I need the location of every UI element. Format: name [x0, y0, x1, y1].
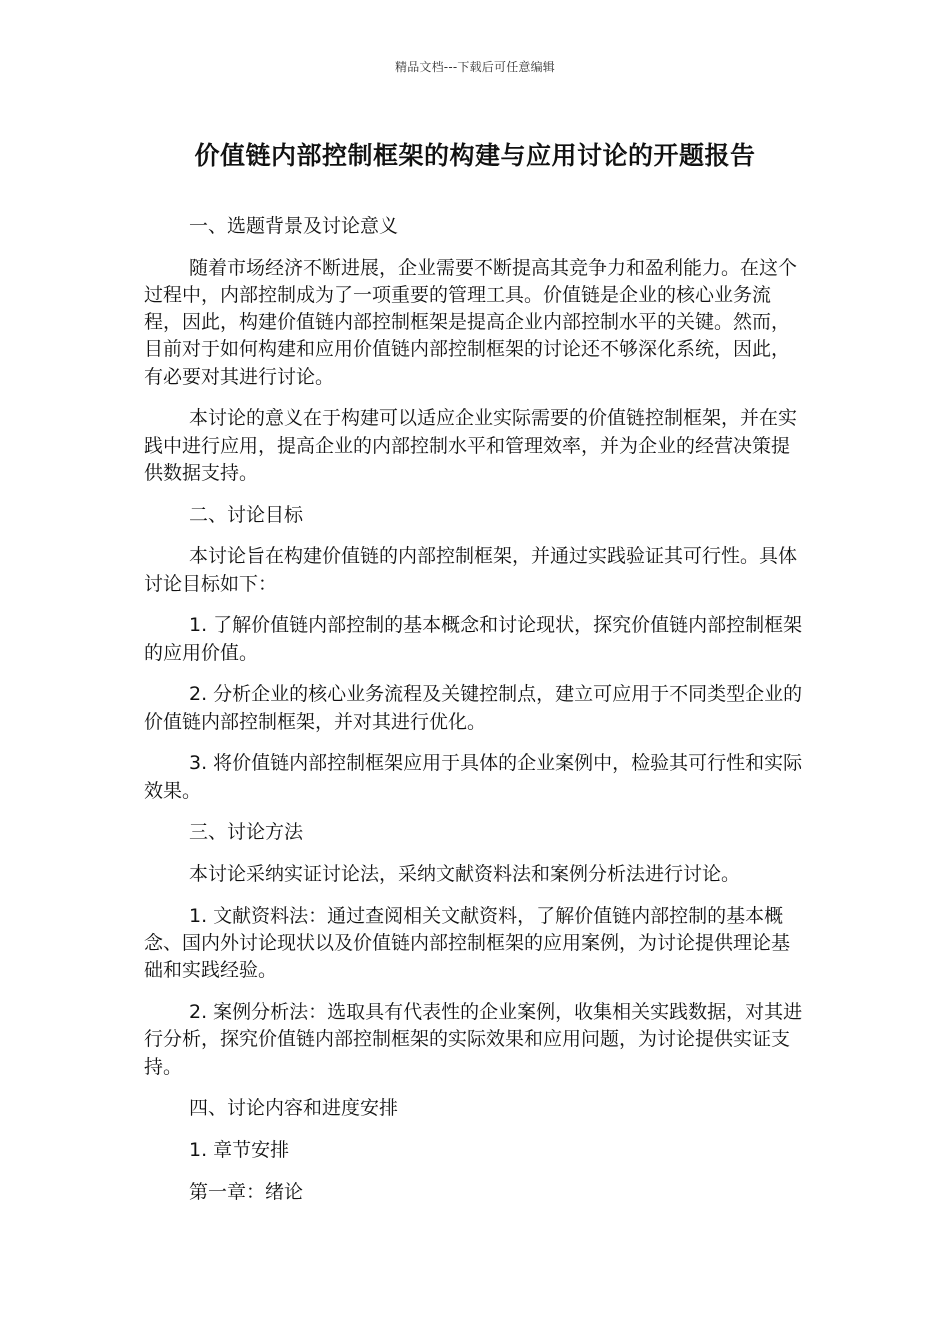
list-item-objective-1: 1. 了解价值链内部控制的基本概念和讨论现状，探究价值链内部控制框架的应用价值。 — [144, 614, 803, 664]
paragraph-significance: 本讨论的意义在于构建可以适应企业实际需要的价值链控制框架，并在实践中进行应用，提高企业的内部控制水平和管理效率，并为企业的经营决策提供数据支持。 — [144, 407, 798, 484]
paragraph-background: 随着市场经济不断进展，企业需要不断提高其竞争力和盈利能力。在这个过程中，内部控制成为了一项重要的管理工具。价值链是企业的核心业务流程，因此，构建价值链内部控制框架是提高企业内部控制水平的关键。然而，目前对于如何构建和应用价值链内部控制框架的讨论还不够深化系统，因此，有必要对其进行讨论。 — [144, 256, 798, 388]
section-heading-methods: 三、讨论方法 — [189, 821, 304, 844]
page-header-note: 精品文档---下载后可任意编辑 — [395, 60, 555, 74]
chapter-item-1: 第一章：绪论 — [189, 1181, 304, 1203]
section-heading-background: 一、选题背景及讨论意义 — [189, 215, 399, 237]
document-body — [144, 213, 806, 1221]
section-heading-objectives: 二、讨论目标 — [189, 503, 304, 526]
list-item-objective-2: 2. 分析企业的核心业务流程及关键控制点，建立可应用于不同类型企业的价值链内部控制框架，并对其进行优化。 — [144, 683, 803, 733]
document-title: 价值链内部控制框架的构建与应用讨论的开题报告 — [194, 141, 756, 170]
paragraph-methods-intro: 本讨论采纳实证讨论法，采纳文献资料法和案例分析法进行讨论。 — [189, 863, 741, 886]
section-heading-content-schedule: 四、讨论内容和进度安排 — [189, 1097, 399, 1120]
subheading-chapter-arrangement: 1. 章节安排 — [189, 1139, 290, 1162]
list-item-method-2: 2. 案例分析法：选取具有代表性的企业案例，收集相关实践数据，对其进行分析，探究价值链内部控制框架的实际效果和应用问题，为讨论提供实证支持。 — [144, 1001, 803, 1078]
paragraph-objectives-intro: 本讨论旨在构建价值链的内部控制框架，并通过实践验证其可行性。具体讨论目标如下： — [144, 545, 798, 595]
list-item-method-1: 1. 文献资料法：通过查阅相关文献资料，了解价值链内部控制的基本概念、国内外讨论现状以及价值链内部控制框架的应用案例，为讨论提供理论基础和实践经验。 — [144, 905, 791, 982]
list-item-objective-3: 3. 将价值链内部控制框架应用于具体的企业案例中，检验其可行性和实际效果。 — [144, 752, 803, 802]
